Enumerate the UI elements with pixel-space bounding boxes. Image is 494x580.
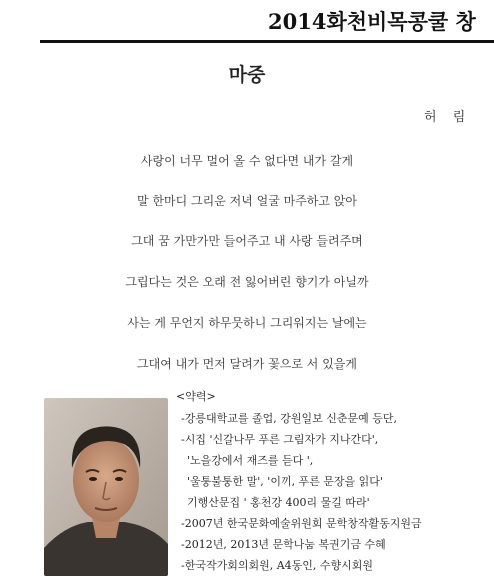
poem-title: 마중	[228, 64, 266, 86]
bio-line-1: -강릉대학교를 졸업, 강원일보 신춘문예 등단,	[181, 412, 397, 425]
bio-heading: <약력>	[176, 390, 216, 403]
bio-line-7: -2012년, 2013년 문학나눔 복권기금 수혜	[181, 538, 386, 551]
author-portrait	[44, 398, 168, 576]
bio-line-4: '울퉁불퉁한 말', '이끼, 푸른 문장을 읽다'	[187, 475, 383, 488]
poem-line-6: 그대여 내가 먼저 달려가 꽃으로 서 있을게	[137, 357, 357, 371]
poem-author: 허 림	[424, 110, 472, 125]
author-photo	[44, 398, 168, 576]
poem-line-4: 그립다는 것은 오래 전 잃어버린 향기가 아닐까	[125, 275, 369, 289]
bio-line-8: -한국작가회의회원, A4동인, 수향시회원	[181, 559, 374, 572]
bio-line-5: 기행산문집 ' 홍천강 400리 물길 따라'	[187, 496, 370, 509]
poem-line-3: 그대 꿈 가만가만 들어주고 내 사랑 들려주며	[131, 234, 363, 248]
poem-line-2: 말 한마디 그리운 저녁 얼굴 마주하고 앉아	[137, 194, 357, 208]
bio-line-6: -2007년 한국문화예술위원회 문학창작활동지원금	[181, 517, 422, 530]
page-header: 2014화천비목콩쿨 창	[268, 9, 476, 34]
poem-line-5: 사는 게 무언지 하무뭇하니 그리워지는 날에는	[127, 316, 367, 330]
bio-line-2: -시집 '신갈나무 푸른 그림자가 지나간다',	[181, 433, 379, 446]
header-rule	[40, 40, 494, 43]
bio-line-3: '노을강에서 재즈를 듣다 ',	[187, 454, 314, 467]
poem-line-1: 사랑이 너무 멀어 올 수 없다면 내가 갈게	[140, 154, 354, 168]
